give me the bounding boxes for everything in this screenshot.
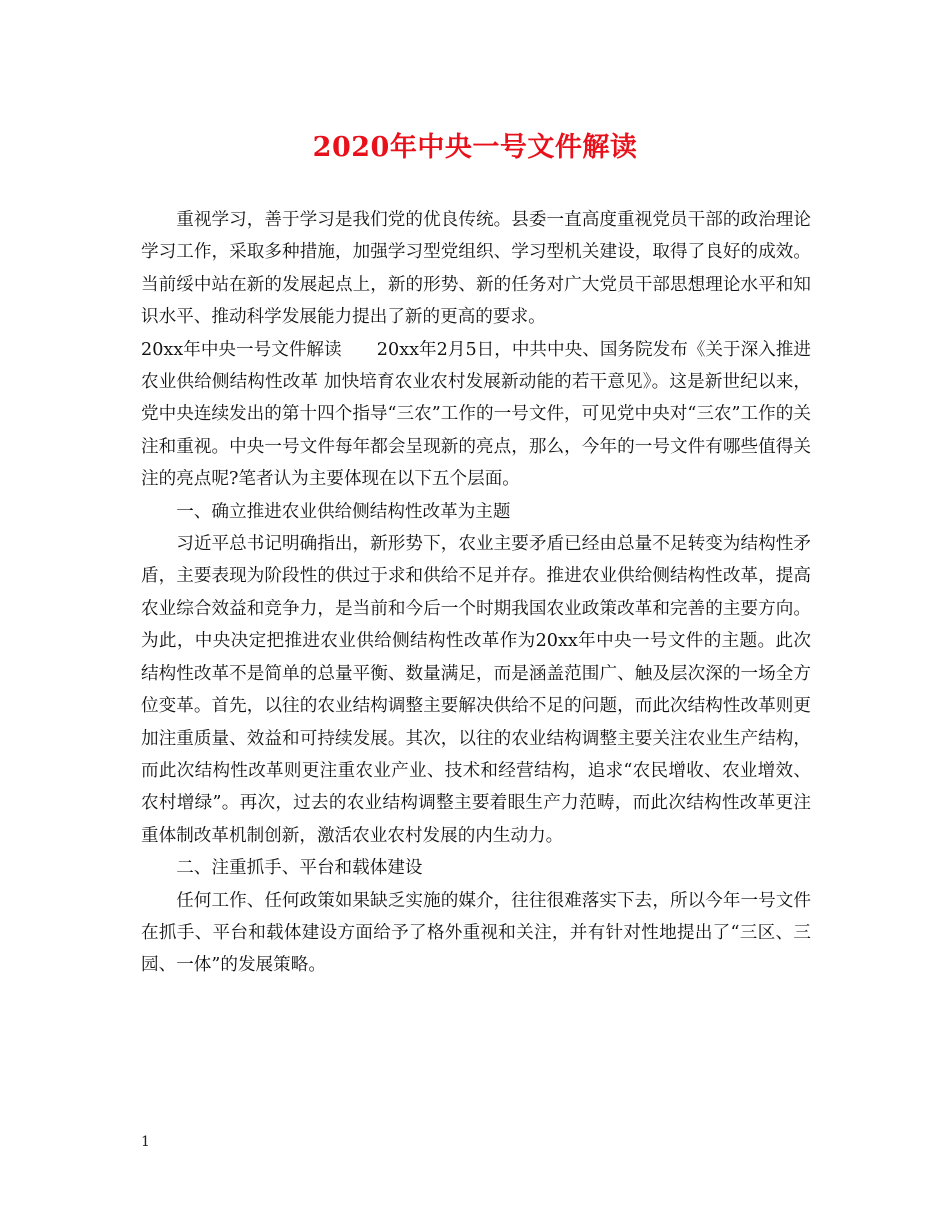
section-heading-1: 一、确立推进农业供给侧结构性改革为主题 [176, 501, 511, 522]
page-number: 1 [141, 1134, 150, 1150]
paragraph-section-1: 习近平总书记明确指出，新形势下，农业主要矛盾已经由总量不足转变为结构性矛盾，主要表现为阶段性的供过于求和供给不足并存。推进农业供给侧结构性改革，提高农业综合效益和竞争力，是当前和今后一个时期我国农业政策改革和完善的主要方向。为此，中央决定把推进农业供给侧结构性改革作为20xx年中央一号文件的主题。此次结构性改革不是简单的总量平衡、数量满足，而是涵盖范围广、触及层次深的一场全方位变革。首先，以往的农业结构调整主要解决供给不足的问题，而此次结构性改革则更加注重质量、效益和可持续发展。其次，以往的农业结构调整主要关注农业生产结构，而此次结构性改革则更注重农业产业、技术和经营结构，追求“农民增收、农业增效、农村增绿”。再次，过去的农业结构调整主要着眼生产力范畴，而此次结构性改革更注重体制改革机制创新，激活农业农村发展的内生动力。 [141, 534, 811, 846]
document-body [141, 204, 811, 982]
document-title: 2020年中央一号文件解读 [312, 132, 638, 163]
paragraph-document-overview: 20xx年中央一号文件解读 20xx年2月5日，中共中央、国务院发布《关于深入推进农业供给侧结构性改革 加快培育农业农村发展新动能的若干意见》。这是新世纪以来，党中央连续发出的第十四个指导“三农”工作的一号文件，可见党中央对“三农”工作的关注和重视。中央一号文件每年都会呈现新的亮点，那么，今年的一号文件有哪些值得关注的亮点呢?笔者认为主要体现在以下五个层面。 [141, 339, 811, 490]
paragraph-section-2: 任何工作、任何政策如果缺乏实施的媒介，往往很难落实下去，所以今年一号文件在抓手、平台和载体建设方面给予了格外重视和关注，并有针对性地提出了“三区、三园、一体”的发展策略。 [141, 890, 811, 976]
section-heading-2: 二、注重抓手、平台和载体建设 [176, 858, 423, 879]
paragraph-intro: 重视学习，善于学习是我们党的优良传统。县委一直高度重视党员干部的政治理论学习工作，采取多种措施，加强学习型党组织、学习型机关建设，取得了良好的成效。当前绥中站在新的发展起点上，新的形势、新的任务对广大党员干部思想理论水平和知识水平、推动科学发展能力提出了新的更高的要求。 [141, 210, 811, 328]
